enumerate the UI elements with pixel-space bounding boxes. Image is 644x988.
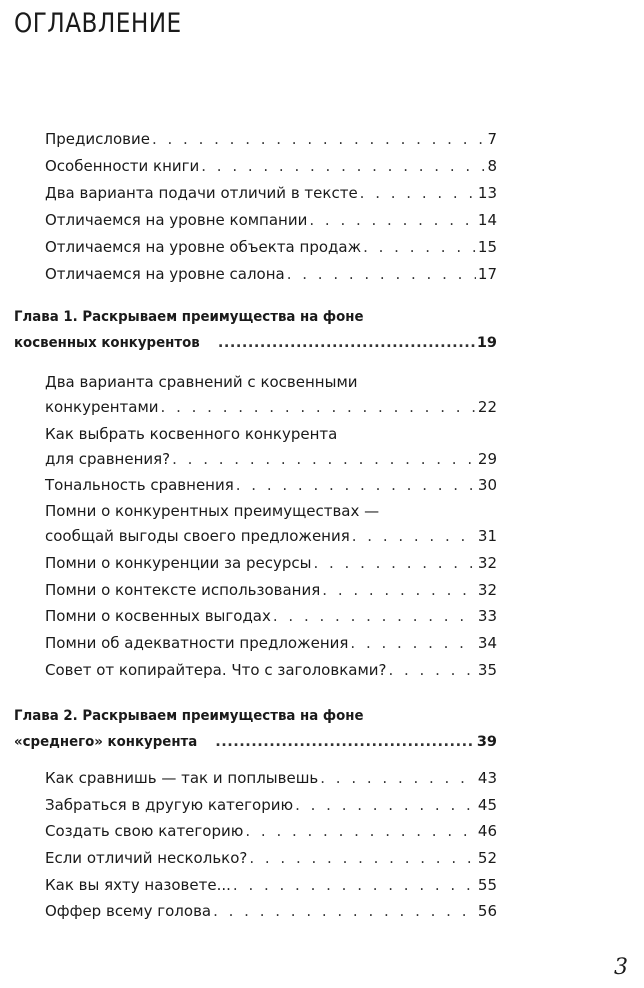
dot-leader [313, 550, 475, 576]
toc-entry-page: 15 [477, 238, 497, 256]
toc-entry[interactable] [45, 603, 497, 629]
toc-entry-title: Помни о конкуренции за ресурсы [45, 554, 312, 572]
toc-entry[interactable] [45, 207, 497, 233]
toc-entry[interactable] [45, 126, 497, 152]
toc-entry[interactable] [45, 630, 497, 656]
toc-entry-title: Помни об адекватности предложения [45, 634, 349, 652]
toc-entry-title: Помни о косвенных выгодах [45, 607, 271, 625]
dot-leader [350, 630, 475, 656]
dot-leader [161, 394, 476, 420]
toc-entry-page: 56 [477, 902, 497, 920]
dot-leader [363, 234, 476, 260]
toc-entry-title: Отличаемся на уровне объекта продаж [45, 238, 362, 256]
chapter-heading-line[interactable] [14, 304, 394, 330]
toc-entry[interactable] [45, 657, 497, 683]
toc-entry[interactable] [45, 446, 497, 472]
toc-entry-page: 13 [477, 184, 497, 202]
toc-entry[interactable] [45, 472, 497, 498]
dot-leader [388, 657, 475, 683]
toc-entry[interactable] [45, 872, 497, 898]
toc-entry-page: 34 [477, 634, 497, 652]
dot-leader [236, 472, 476, 498]
page-number: 3 [614, 955, 628, 980]
dot-leader [352, 523, 476, 549]
toc-entry-title-line1: Помни о конкурентных преимуществах — [45, 502, 380, 520]
chapter-title: «среднего» конкурента [14, 734, 198, 750]
toc-entry-title: Предисловие [45, 130, 150, 148]
toc-entry-page: 8 [487, 157, 497, 175]
toc-entry-page: 17 [477, 265, 497, 283]
toc-entry-title: Если отличий несколько? [45, 849, 248, 867]
toc-entry-page: 52 [477, 849, 497, 867]
toc-entry-title: Совет от копирайтера. Что с заголовками? [45, 661, 387, 679]
toc-entry-page: 46 [477, 822, 497, 840]
toc-entry[interactable] [45, 394, 497, 420]
dot-leader [320, 765, 476, 791]
dot-leader [152, 126, 485, 152]
toc-entry-title: конкурентами [45, 398, 159, 416]
toc-entry-page: 32 [477, 581, 497, 599]
toc-entry-title: Отличаемся на уровне компании [45, 211, 308, 229]
toc-entry[interactable] [45, 792, 497, 818]
toc-entry-title: Особенности книги [45, 157, 200, 175]
toc-entry-page: 35 [477, 661, 497, 679]
toc-entry[interactable] [45, 550, 497, 576]
toc-entry-page: 32 [477, 554, 497, 572]
dot-leader [287, 261, 476, 287]
toc-entry[interactable] [45, 845, 497, 871]
dot-leader [218, 330, 475, 356]
toc-entry[interactable] [45, 898, 497, 924]
toc-entry-page: 22 [477, 398, 497, 416]
dot-leader [360, 180, 476, 206]
toc-entry-page: 7 [487, 130, 497, 148]
page-title: ОГЛАВЛЕНИЕ [14, 8, 182, 39]
toc-entry-page: 29 [477, 450, 497, 468]
toc-entry-title: Отличаемся на уровне салона [45, 265, 285, 283]
toc-entry-title: Забраться в другую категорию [45, 796, 294, 814]
dot-leader [172, 446, 476, 472]
chapter-heading-line[interactable] [14, 703, 394, 729]
chapter-title-line1: Глава 2. Раскрываем преимущества на фоне [14, 708, 364, 724]
dot-leader [322, 577, 476, 603]
dot-leader [215, 729, 475, 755]
toc-entry-title: Помни о контексте использования [45, 581, 321, 599]
toc-entry-title: Создать свою категорию [45, 822, 244, 840]
toc-entry-line[interactable] [45, 498, 379, 524]
dot-leader [245, 818, 476, 844]
dot-leader [295, 792, 476, 818]
chapter-title-line1: Глава 1. Раскрываем преимущества на фоне [14, 309, 364, 325]
toc-entry-title: Два варианта подачи отличий в тексте [45, 184, 358, 202]
toc-entry[interactable] [45, 261, 497, 287]
chapter-title: косвенных конкурентов [14, 335, 200, 351]
toc-entry-page: 43 [477, 769, 497, 787]
toc-entry[interactable] [45, 577, 497, 603]
chapter-page: 19 [476, 335, 497, 351]
toc-entry[interactable] [45, 523, 497, 549]
toc-entry[interactable] [45, 180, 497, 206]
toc-entry-title: для сравнения? [45, 450, 171, 468]
toc-entry[interactable] [45, 153, 497, 179]
toc-entry-title: сообщай выгоды своего предложения [45, 527, 350, 545]
dot-leader [201, 153, 485, 179]
chapter-heading[interactable] [14, 729, 497, 755]
dot-leader [249, 845, 476, 871]
chapter-page: 39 [476, 734, 497, 750]
toc-entry-page: 30 [477, 476, 497, 494]
toc-entry-page: 45 [477, 796, 497, 814]
toc-entry-title: Тональность сравнения [45, 476, 234, 494]
toc-entry[interactable] [45, 234, 497, 260]
toc-entry-title: Оффер всему голова [45, 902, 212, 920]
toc-entry[interactable] [45, 818, 497, 844]
toc-entry-page: 31 [477, 527, 497, 545]
toc-entry-line[interactable] [45, 421, 337, 447]
toc-entry-title: Как сравнишь — так и поплывешь [45, 769, 319, 787]
toc-entry-line[interactable] [45, 369, 358, 395]
toc-entry-page: 33 [477, 607, 497, 625]
toc-entry-title-line1: Как выбрать косвенного конкурента [45, 425, 338, 443]
dot-leader [309, 207, 476, 233]
toc-entry[interactable] [45, 765, 497, 791]
dot-leader [233, 872, 476, 898]
dot-leader [273, 603, 476, 629]
toc-entry-title: Как вы яхту назовете... [45, 876, 231, 894]
dot-leader [213, 898, 476, 924]
toc-entry-page: 14 [477, 211, 497, 229]
toc-entry-title-line1: Два варианта сравнений с косвенными [45, 373, 358, 391]
chapter-heading[interactable] [14, 330, 497, 356]
toc-entry-page: 55 [477, 876, 497, 894]
